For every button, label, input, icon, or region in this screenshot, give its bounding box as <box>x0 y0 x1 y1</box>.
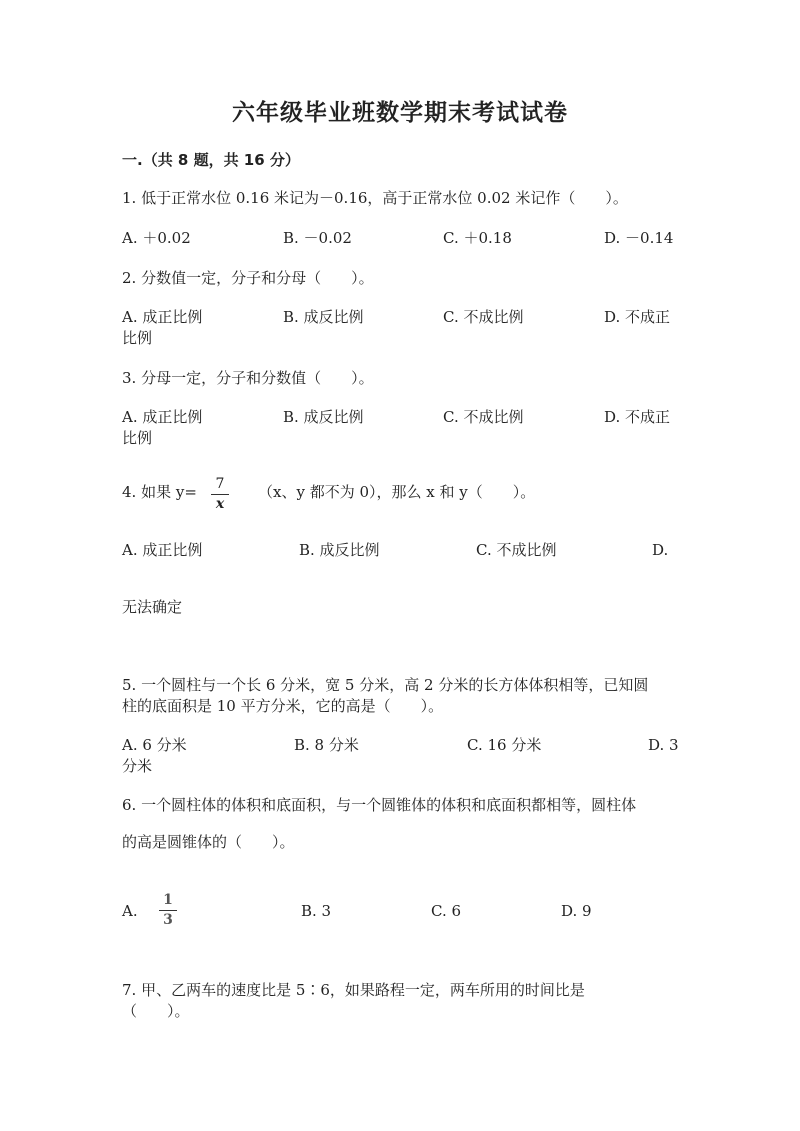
question-1-stem: 1. 低于正常水位 0.16 米记为－0.16，高于正常水位 0.02 米记作（ ）。 <box>122 189 628 207</box>
question-3-stem: 3. 分母一定，分子和分数值（ ）。 <box>122 369 374 387</box>
question-4-option-a: A. 成正比例 <box>122 541 203 559</box>
question-5-option-a: A. 6 分米 <box>122 736 187 754</box>
question-4-stem-prefix: 4. 如果 y= <box>122 483 197 501</box>
question-3-option-a: A. 成正比例 <box>122 408 203 426</box>
question-4-stem-suffix: （x、y 都不为 0），那么 x 和 y（ ）。 <box>258 483 536 501</box>
question-6-option-a-fraction <box>158 893 178 928</box>
question-2-option-a: A. 成正比例 <box>122 308 203 326</box>
question-5-option-d: D. 3 <box>648 736 679 754</box>
fraction-numerator: 7 <box>215 476 225 492</box>
section-heading: 一.（共 8 题，共 16 分） <box>122 151 300 169</box>
question-2-option-c: C. 不成比例 <box>443 308 524 326</box>
question-5-stem-line-2: 柱的底面积是 10 平方分米，它的高是（ ）。 <box>122 697 444 715</box>
question-4-fraction <box>210 477 230 512</box>
question-5-option-b: B. 8 分米 <box>294 736 359 754</box>
question-5-option-d-wrap: 分米 <box>122 757 153 775</box>
question-4-option-d: D. <box>652 541 669 559</box>
question-1-option-a: A. ＋0.02 <box>122 229 191 247</box>
question-6-option-a: A. <box>122 902 138 920</box>
question-4-option-b: B. 成反比例 <box>299 541 380 559</box>
page-title: 六年级毕业班数学期末考试试卷 <box>232 100 568 126</box>
question-7-stem-line-1: 7. 甲、乙两车的速度比是 5∶6，如果路程一定，两车所用的时间比是 <box>122 981 585 999</box>
question-6-option-b: B. 3 <box>301 902 332 920</box>
question-3-option-c: C. 不成比例 <box>443 408 524 426</box>
question-6-option-c: C. 6 <box>431 902 462 920</box>
question-5-option-c: C. 16 分米 <box>467 736 542 754</box>
question-2-option-b: B. 成反比例 <box>283 308 364 326</box>
question-3-option-d-wrap: 比例 <box>122 429 153 447</box>
question-2-stem: 2. 分数值一定，分子和分母（ ）。 <box>122 269 374 287</box>
question-6-option-d: D. 9 <box>561 902 592 920</box>
question-1-option-d: D. －0.14 <box>604 229 674 247</box>
question-1-option-b: B. －0.02 <box>283 229 352 247</box>
question-2-option-d: D. 不成正 <box>604 308 671 326</box>
question-4-option-c: C. 不成比例 <box>476 541 557 559</box>
question-4-option-d-wrap: 无法确定 <box>122 598 183 616</box>
question-3-option-b: B. 成反比例 <box>283 408 364 426</box>
question-1-option-c: C. ＋0.18 <box>443 229 512 247</box>
question-6-stem-line-1: 6. 一个圆柱体的体积和底面积，与一个圆锥体的体积和底面积都相等，圆柱体 <box>122 796 637 814</box>
fraction-numerator: 1 <box>163 892 173 908</box>
fraction-denominator: 3 <box>163 912 173 928</box>
question-5-stem-line-1: 5. 一个圆柱与一个长 6 分米，宽 5 分米，高 2 分米的长方体体积相等，已知圆 <box>122 676 649 694</box>
fraction-bar <box>159 910 177 911</box>
question-6-stem-line-2: 的高是圆锥体的（ ）。 <box>122 833 295 851</box>
fraction-denominator: x <box>215 496 225 512</box>
question-2-option-d-wrap: 比例 <box>122 329 153 347</box>
question-7-stem-line-2: （ ）。 <box>122 1002 190 1020</box>
fraction-bar <box>211 494 229 495</box>
question-3-option-d: D. 不成正 <box>604 408 671 426</box>
